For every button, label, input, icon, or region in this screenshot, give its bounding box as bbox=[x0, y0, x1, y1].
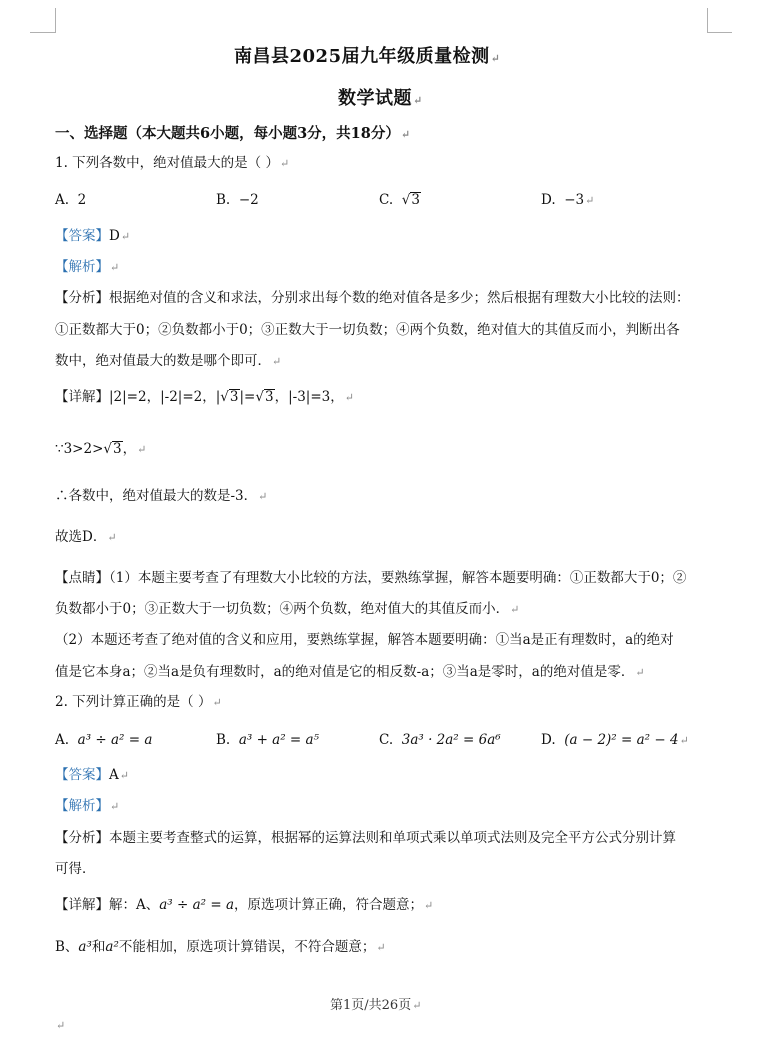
crop-mark-tl-h bbox=[30, 32, 55, 33]
crop-mark-tr-h bbox=[707, 32, 732, 33]
q1-option-b: B. −2 bbox=[216, 192, 259, 208]
q2-answer: 【答案】A↵ bbox=[55, 767, 129, 783]
q1-option-c: C. √3 bbox=[379, 192, 420, 208]
page-title: 南昌县2025届九年级质量检测↵ bbox=[234, 46, 501, 67]
q2-fenxi-line1: 【分析】本题主要考查整式的运算，根据幂的运算法则和单项式乘以单项式法则及完全平方公式分别计算 bbox=[55, 830, 676, 846]
q2-option-c: C. 3a³ · 2a² = 6a⁶ bbox=[379, 732, 501, 748]
q1-fenxi-line3: 数中，绝对值最大的数是哪个即可．↵ bbox=[55, 353, 282, 369]
trailing-paragraph-mark: ↵ bbox=[56, 1019, 66, 1032]
crop-mark-tr-v bbox=[707, 8, 708, 33]
q1-dianjing-line1: 【点睛】（1）本题主要考查了有理数大小比较的方法，要熟练掌握，解答本题要明确：①正数都大于0；② bbox=[55, 570, 687, 586]
q1-because: ∵3>2>√3，↵ bbox=[55, 441, 147, 457]
q2-fenxi-line2: 可得． bbox=[55, 861, 96, 877]
q2-xiangjie: 【详解】解：A、a³ ÷ a² = a，原选项计算正确，符合题意；↵ bbox=[55, 897, 434, 913]
q1-option-a: A. 2 bbox=[55, 192, 87, 208]
section-heading: 一、选择题（本大题共6小题，每小题3分，共18分）↵ bbox=[55, 125, 411, 142]
q2-option-d: D. (a − 2)² = a² − 4↵ bbox=[541, 732, 689, 748]
q2-stem: 2. 下列计算正确的是（ ）↵ bbox=[55, 694, 222, 710]
page-subtitle: 数学试题↵ bbox=[338, 88, 423, 109]
q1-option-d: D. −3↵ bbox=[541, 192, 595, 208]
q1-fenxi-line2: ①正数都大于0；②负数都小于0；③正数大于一切负数；④两个负数，绝对值大的其值反而小，判断出各 bbox=[55, 322, 680, 338]
page-number: 第1页/共26页↵ bbox=[330, 998, 422, 1013]
q1-dianjing-line3: （2）本题还考查了绝对值的含义和应用，要熟练掌握，解答本题要明确：①当a是正有理数时，a的绝对 bbox=[55, 632, 674, 648]
q2-option-a: A. a³ ÷ a² = a bbox=[55, 732, 153, 748]
q1-dianjing-line2: 负数都小于0；③正数大于一切负数；④两个负数，绝对值大的其值反而小．↵ bbox=[55, 601, 520, 617]
q2-analysis-tag: 【解析】↵ bbox=[55, 798, 120, 814]
q1-xiangjie: 【详解】|2|=2，|-2|=2，|√3|=√3，|-3|=3，↵ bbox=[55, 389, 354, 405]
q1-fenxi-line1: 【分析】根据绝对值的含义和求法，分别求出每个数的绝对值各是多少；然后根据有理数大小比较的法则： bbox=[55, 290, 690, 306]
q1-answer: 【答案】D↵ bbox=[55, 228, 131, 244]
q1-stem: 1. 下列各数中，绝对值最大的是（ ）↵ bbox=[55, 155, 290, 171]
q1-analysis-tag: 【解析】↵ bbox=[55, 259, 120, 275]
q2-option-b-explanation: B、a³和a²不能相加，原选项计算错误，不符合题意；↵ bbox=[55, 939, 386, 955]
crop-mark-tl-v bbox=[55, 8, 56, 33]
q1-dianjing-line4: 值是它本身a；②当a是负有理数时，a的绝对值是它的相反数-a；③当a是零时，a的绝对值是零．↵ bbox=[55, 664, 645, 680]
q1-conclusion: 故选D．↵ bbox=[55, 529, 117, 545]
q1-therefore: ∴各数中，绝对值最大的数是-3．↵ bbox=[55, 488, 268, 504]
q2-option-b: B. a³ + a² = a⁵ bbox=[216, 732, 319, 748]
